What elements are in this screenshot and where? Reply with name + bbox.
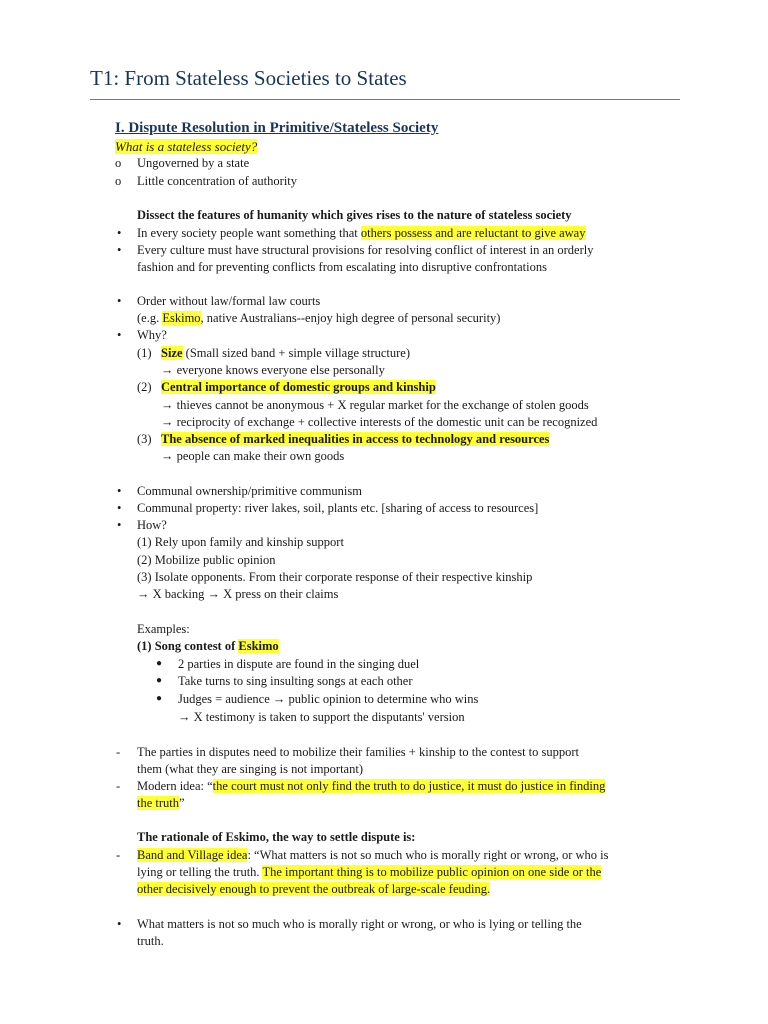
band-village-text: : “What matters is not so much who is morally right or wrong, or who is: [247, 848, 609, 862]
closing-line-1: What matters is not so much who is morally right or wrong, or who is lying or telling the: [137, 917, 582, 931]
reason-1-arrow: → everyone knows everyone else personally: [161, 363, 385, 377]
circle-bullet: o: [115, 156, 122, 170]
reason-2: [161, 379, 436, 395]
circle-bullet: o: [115, 174, 122, 188]
example-post: , native Australians--enjoy high degree of personal security): [200, 311, 501, 325]
question-text: What is a stateless society?: [115, 139, 258, 154]
dash-2-highlight-b: the truth: [137, 796, 180, 810]
closing-line-2: truth.: [137, 934, 164, 948]
how-4: → X backing → X press on their claims: [137, 587, 339, 601]
example-pre: (e.g.: [137, 311, 163, 325]
dash-marker: -: [116, 848, 121, 862]
section-heading: I. Dispute Resolution in Primitive/Stateless Society: [115, 120, 439, 136]
example-highlight: Eskimo: [162, 311, 201, 325]
how-1: (1) Rely upon family and kinship support: [137, 535, 344, 549]
song-item: Judges = audience → public opinion to determine who wins: [178, 692, 479, 706]
point-2b: fashion and for preventing conflicts from escalating into disruptive confrontations: [137, 260, 547, 274]
communal-2: Communal property: river lakes, soil, plants etc. [sharing of access to resources]: [137, 501, 539, 515]
reason-2-arrow-b: → reciprocity of exchange + collective interests of the domestic unit can be recognized: [161, 415, 598, 429]
band-village-highlight: Band and Village idea: [137, 848, 248, 862]
point-1-highlight: others possess and are reluctant to give away: [360, 226, 586, 240]
dot-bullet: ●: [156, 693, 163, 704]
band-village-line-1: [137, 847, 609, 863]
dot-bullet: ●: [156, 658, 163, 669]
bullet: •: [117, 294, 122, 308]
examples-label: Examples:: [137, 622, 190, 636]
reason-3: [161, 431, 549, 447]
song-item: 2 parties in dispute are found in the singing duel: [178, 657, 420, 671]
how-3: (3) Isolate opponents. From their corporate response of their respective kinship: [137, 570, 533, 584]
order-line: Order without law/formal law courts: [137, 294, 321, 308]
bullet: •: [117, 243, 122, 257]
band-village-line-2-pre: lying or telling the truth.: [137, 865, 263, 879]
page-title: T1: From Stateless Societies to States: [90, 66, 407, 90]
band-village-line-2-highlight: The important thing is to mobilize public opinion on one side or the: [262, 865, 602, 879]
dissect-heading: Dissect the features of humanity which gives rises to the nature of stateless society: [137, 208, 572, 222]
dash-2b: [137, 795, 185, 811]
reason-3-num: (3): [137, 432, 152, 446]
dot-bullet: ●: [156, 675, 163, 686]
band-village-line-2: [137, 864, 601, 880]
why-label: Why?: [137, 328, 167, 342]
communal-1: Communal ownership/primitive communism: [137, 484, 362, 498]
reason-1-highlight: Size: [161, 346, 183, 360]
example-1-pre: (1) Song contest of: [137, 639, 239, 653]
point-2a: Every culture must have structural provisions for resolving conflict of interest in an orderly: [137, 243, 594, 257]
how-label: How?: [137, 518, 167, 532]
how-2: (2) Mobilize public opinion: [137, 553, 276, 567]
reason-2-num: (2): [137, 380, 152, 394]
bullet: •: [117, 226, 122, 240]
dash-1b: them (what they are singing is not important): [137, 762, 363, 776]
example-1-heading: [137, 638, 279, 654]
point-1-text: In every society people want something that: [137, 226, 361, 240]
bullet: •: [117, 484, 122, 498]
bullet: •: [117, 518, 122, 532]
title-rule: [90, 99, 680, 100]
band-village-line-3-highlight: other decisively enough to prevent the outbreak of large-scale feuding.: [137, 882, 491, 896]
reason-2-arrow-a: → thieves cannot be anonymous + X regular market for the exchange of stolen goods: [161, 398, 589, 412]
dash-2-post: ”: [179, 796, 185, 810]
bullet: •: [117, 328, 122, 342]
rationale-heading: The rationale of Eskimo, the way to settle dispute is:: [137, 830, 416, 844]
def-item: Ungoverned by a state: [137, 156, 250, 170]
reason-2-highlight: Central importance of domestic groups and kinship: [161, 380, 436, 394]
example-line: [137, 310, 500, 326]
bullet: •: [117, 501, 122, 515]
reason-3-arrow: → people can make their own goods: [161, 449, 345, 463]
bullet: •: [117, 917, 122, 931]
band-village-line-3: [137, 881, 490, 897]
dash-2-highlight-a: the court must not only find the truth to do justice, it must do justice in finding: [212, 779, 606, 793]
dash-2-pre: Modern idea: “: [137, 779, 213, 793]
dash-2a: [137, 778, 605, 794]
dash-marker: -: [116, 779, 121, 793]
reason-1-text: (Small sized band + simple village structure): [182, 346, 411, 360]
reason-3-highlight: The absence of marked inequalities in access to technology and resources: [161, 432, 550, 446]
dash-1a: The parties in disputes need to mobilize their families + kinship to the contest to support: [137, 745, 580, 759]
song-arrow: → X testimony is taken to support the disputants' version: [178, 710, 465, 724]
song-item: Take turns to sing insulting songs at each other: [178, 674, 413, 688]
question-line: [115, 139, 257, 155]
dash-marker: -: [116, 745, 121, 759]
def-item: Little concentration of authority: [137, 174, 298, 188]
point-1: [137, 225, 586, 241]
example-1-highlight: Eskimo: [238, 639, 279, 653]
reason-1-num: (1): [137, 346, 152, 360]
reason-1: [161, 345, 410, 361]
